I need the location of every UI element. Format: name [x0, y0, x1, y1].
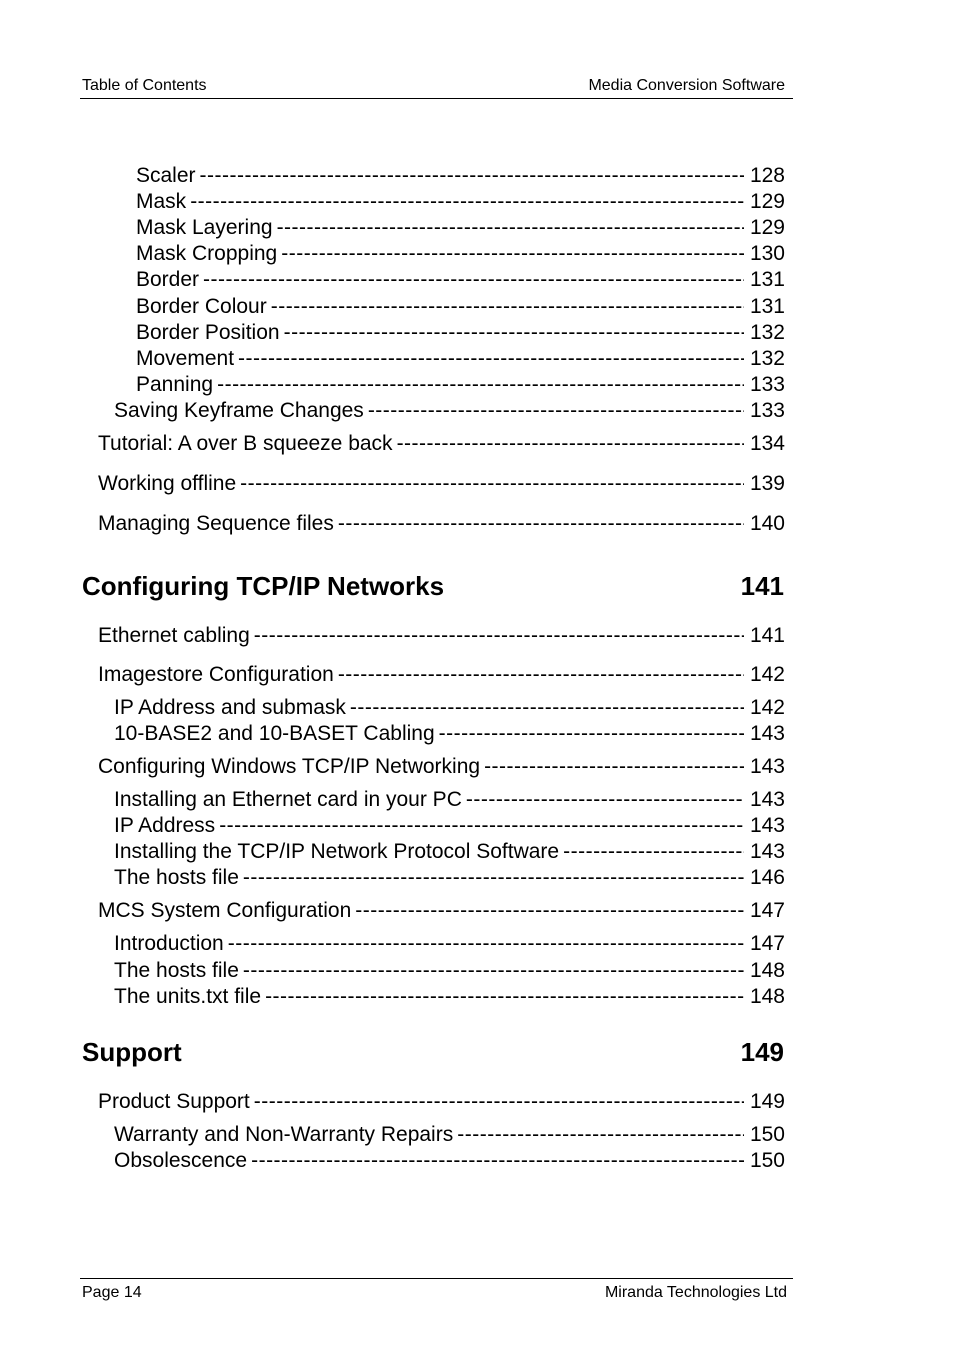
dot-leader — [466, 787, 744, 813]
toc-entry-page: 140 — [749, 512, 785, 535]
chapter-page: 149 — [740, 1037, 784, 1067]
toc-entry-page: 148 — [749, 959, 785, 982]
toc-entry-title: Mask Cropping — [136, 242, 278, 265]
dot-leader — [350, 695, 744, 721]
dot-leader — [219, 813, 744, 839]
toc-entry-title: Obsolescence — [114, 1149, 248, 1172]
dot-leader — [439, 721, 744, 747]
toc-entry-title: Border Colour — [136, 295, 267, 318]
toc-entry-title: Border Position — [136, 321, 280, 344]
toc-entry[interactable] — [136, 241, 785, 267]
toc-entry[interactable] — [114, 1122, 785, 1148]
toc-entry-title: Mask — [136, 190, 187, 213]
toc-entry-page: 142 — [749, 663, 785, 686]
toc-entry-title: Introduction — [114, 932, 224, 955]
toc-entry-title: Panning — [136, 373, 214, 396]
dot-leader — [397, 431, 744, 457]
toc-entry[interactable] — [98, 662, 785, 688]
toc-entry[interactable] — [114, 787, 785, 813]
toc-entry[interactable] — [136, 189, 785, 215]
toc-entry-title: Warranty and Non-Warranty Repairs — [114, 1123, 454, 1146]
dot-leader — [338, 662, 744, 688]
toc-entry[interactable] — [98, 511, 785, 537]
chapter-title: Configuring TCP/IP Networks — [82, 571, 445, 601]
dot-leader — [254, 623, 744, 649]
dot-leader — [355, 898, 744, 924]
toc-entry-title: IP Address — [114, 814, 216, 837]
toc-entry-page: 133 — [749, 399, 785, 422]
toc-entry-title: Managing Sequence files — [98, 512, 334, 535]
toc-entry-page: 143 — [749, 788, 785, 811]
toc-entry-title: Border — [136, 268, 200, 291]
dot-leader — [190, 189, 744, 215]
toc-entry-title: IP Address and submask — [114, 696, 346, 719]
toc-entry-page: 129 — [749, 190, 785, 213]
toc-entry-title: Installing the TCP/IP Network Protocol Software — [114, 840, 560, 863]
toc-entry[interactable] — [114, 721, 785, 747]
footer-company-name: Miranda Technologies Ltd — [604, 1284, 787, 1301]
toc-entry-page: 150 — [749, 1123, 785, 1146]
header-document-title: Media Conversion Software — [588, 77, 785, 94]
toc-entry-title: Tutorial: A over B squeeze back — [98, 432, 393, 455]
dot-leader — [271, 294, 744, 320]
toc-entry-title: Saving Keyframe Changes — [114, 399, 364, 422]
toc-entry-page: 142 — [749, 696, 785, 719]
toc-entry-page: 146 — [749, 866, 785, 889]
dot-leader — [251, 1148, 744, 1174]
toc-entry[interactable] — [98, 1089, 785, 1115]
toc-entry[interactable] — [114, 695, 785, 721]
dot-leader — [238, 346, 744, 372]
dot-leader — [200, 163, 744, 189]
toc-entry-page: 143 — [749, 755, 785, 778]
toc-entry-page: 134 — [749, 432, 785, 455]
dot-leader — [217, 372, 744, 398]
toc-entry[interactable] — [136, 320, 785, 346]
toc-entry-page: 131 — [749, 295, 785, 318]
toc-entry-page: 143 — [749, 722, 785, 745]
toc-entry[interactable] — [136, 294, 785, 320]
toc-entry[interactable] — [98, 471, 785, 497]
dot-leader — [243, 865, 744, 891]
toc-entry-page: 139 — [749, 472, 785, 495]
dot-leader — [203, 267, 744, 293]
toc-entry-title: Ethernet cabling — [98, 624, 250, 647]
toc-entry-title: MCS System Configuration — [98, 899, 352, 922]
dot-leader — [243, 958, 744, 984]
toc-entry-page: 141 — [749, 624, 785, 647]
dot-leader — [457, 1122, 744, 1148]
toc-entry-page: 131 — [749, 268, 785, 291]
toc-entry-page: 128 — [749, 164, 785, 187]
toc-entry-title: Installing an Ethernet card in your PC — [114, 788, 462, 811]
toc-entry-title: Mask Layering — [136, 216, 273, 239]
toc-entry-page: 147 — [749, 899, 785, 922]
toc-entry[interactable] — [136, 267, 785, 293]
dot-leader — [228, 931, 744, 957]
toc-chapter-heading[interactable] — [82, 570, 784, 602]
toc-entry[interactable] — [114, 398, 785, 424]
toc-entry[interactable] — [98, 431, 785, 457]
chapter-title: Support — [82, 1037, 182, 1067]
toc-entry[interactable] — [114, 958, 785, 984]
toc-entry-title: Product Support — [98, 1090, 250, 1113]
toc-entry[interactable] — [114, 839, 785, 865]
toc-entry-page: 130 — [749, 242, 785, 265]
toc-entry-page: 132 — [749, 347, 785, 370]
toc-entry-title: The hosts file — [114, 866, 239, 889]
page-footer — [80, 1278, 793, 1301]
toc-entry[interactable] — [136, 215, 785, 241]
toc-entry-page: 143 — [749, 814, 785, 837]
dot-leader — [368, 398, 744, 424]
toc-entry-title: Configuring Windows TCP/IP Networking — [98, 755, 481, 778]
toc-entry-title: Scaler — [136, 164, 196, 187]
toc-entry[interactable] — [114, 1148, 785, 1174]
dot-leader — [484, 754, 744, 780]
toc-entry-title: The units.txt file — [114, 985, 262, 1008]
dot-leader — [265, 984, 744, 1010]
toc-entry-page: 133 — [749, 373, 785, 396]
toc-entry-page: 150 — [749, 1149, 785, 1172]
toc-entry-page: 132 — [749, 321, 785, 344]
dot-leader — [281, 241, 744, 267]
toc-entry-page: 129 — [749, 216, 785, 239]
toc-entry-page: 149 — [749, 1090, 785, 1113]
toc-entry[interactable] — [114, 813, 785, 839]
toc-entry[interactable] — [136, 346, 785, 372]
toc-entry-page: 147 — [749, 932, 785, 955]
toc-entry[interactable] — [98, 754, 785, 780]
toc-entry[interactable] — [114, 984, 785, 1010]
dot-leader — [254, 1089, 744, 1115]
toc-entry-page: 148 — [749, 985, 785, 1008]
header-section-title: Table of Contents — [82, 77, 207, 94]
dot-leader — [338, 511, 744, 537]
toc-entry-title: Imagestore Configuration — [98, 663, 334, 686]
dot-leader — [240, 471, 744, 497]
dot-leader — [284, 320, 744, 346]
toc-entry-title: Movement — [136, 347, 235, 370]
toc-entry-title: 10-BASE2 and 10-BASET Cabling — [114, 722, 435, 745]
toc-entry[interactable] — [114, 931, 785, 957]
toc-entry[interactable] — [136, 372, 785, 398]
toc-chapter-heading[interactable] — [82, 1036, 784, 1068]
toc-entry-title: Working offline — [98, 472, 237, 495]
toc-entry-page: 143 — [749, 840, 785, 863]
dot-leader — [563, 839, 744, 865]
toc-entry-title: The hosts file — [114, 959, 239, 982]
chapter-page: 141 — [740, 571, 784, 601]
toc-entry[interactable] — [98, 898, 785, 924]
footer-page-number: Page 14 — [82, 1284, 142, 1301]
toc-entry[interactable] — [98, 623, 785, 649]
toc-entry[interactable] — [114, 865, 785, 891]
toc-entry[interactable] — [136, 163, 785, 189]
dot-leader — [277, 215, 744, 241]
